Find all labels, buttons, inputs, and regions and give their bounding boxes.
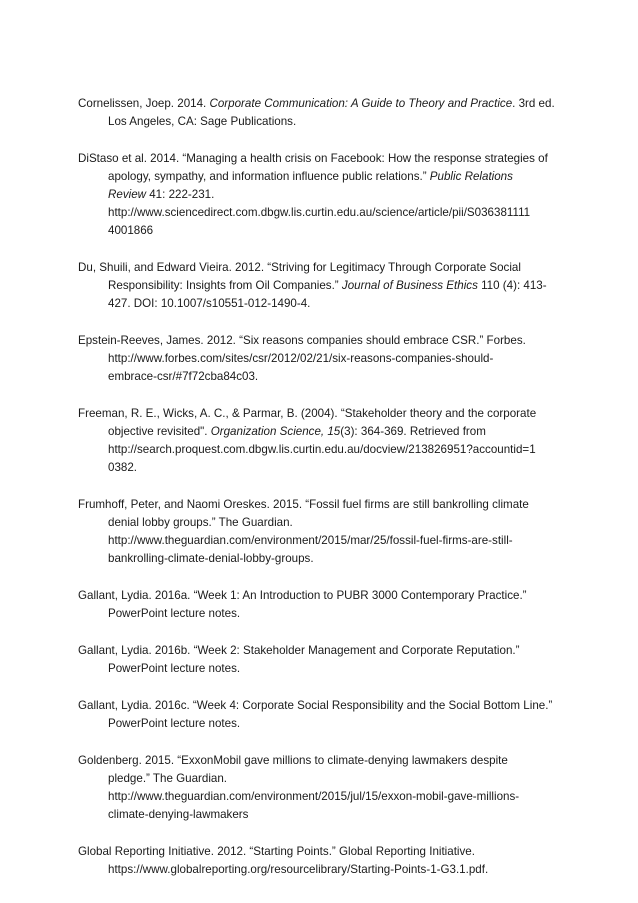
reference-line — [78, 752, 568, 770]
text-segment: https://www.globalreporting.org/resourcelibrary/Starting-Points-1-G3.1.pdf. — [108, 863, 489, 876]
text-segment: DiStaso et al. 2014. “Managing a health crisis on Facebook: How the response strategies of — [78, 152, 548, 165]
reference-line — [78, 204, 568, 222]
text-segment: 110 (4): 413- — [477, 279, 547, 292]
reference-line — [78, 168, 568, 186]
reference-line — [78, 532, 568, 550]
italic-segment: Journal of Business Ethics — [341, 279, 478, 292]
reference-line — [78, 587, 568, 605]
text-segment: 41: 222-231. — [146, 188, 215, 201]
text-segment: http://search.proquest.com.dbgw.lis.curtin.edu.au/docview/213826951?accountid=1 — [108, 443, 536, 456]
text-segment: Du, Shuili, and Edward Vieira. 2012. “Striving for Legitimacy Through Corporate Social — [78, 261, 521, 274]
italic-segment: Organization Science, 15 — [210, 425, 341, 438]
text-segment: Cornelissen, Joep. 2014. — [78, 97, 210, 110]
text-segment: http://www.theguardian.com/environment/2015/jul/15/exxon-mobil-gave-millions- — [108, 790, 520, 803]
reference-line — [78, 277, 568, 295]
text-segment: embrace-csr/#7f72cba84c03. — [108, 370, 259, 383]
text-segment: apology, sympathy, and information influence public relations.” — [108, 170, 430, 183]
reference-line — [78, 186, 568, 204]
text-segment: Goldenberg. 2015. “ExxonMobil gave millions to climate-denying lawmakers despite — [78, 754, 508, 767]
reference-entry — [78, 642, 568, 678]
reference-line — [78, 368, 568, 386]
reference-entry — [78, 843, 568, 879]
text-segment: bankrolling-climate-denial-lobby-groups. — [108, 552, 314, 565]
text-segment: PowerPoint lecture notes. — [108, 717, 241, 730]
reference-line — [78, 843, 568, 861]
reference-line — [78, 788, 568, 806]
reference-line — [78, 660, 568, 678]
reference-line — [78, 459, 568, 477]
text-segment: (3): 364-369. Retrieved from — [340, 425, 486, 438]
reference-line — [78, 332, 568, 350]
reference-entry — [78, 405, 568, 477]
reference-line — [78, 295, 568, 313]
text-segment: 4001866 — [108, 224, 154, 237]
reference-line — [78, 350, 568, 368]
reference-entry — [78, 259, 568, 313]
text-segment: http://www.forbes.com/sites/csr/2012/02/21/six-reasons-companies-should- — [108, 352, 494, 365]
reference-line — [78, 423, 568, 441]
reference-line — [78, 861, 568, 879]
text-segment: Frumhoff, Peter, and Naomi Oreskes. 2015. “Fossil fuel firms are still bankrolling climate — [78, 498, 529, 511]
text-segment: Epstein-Reeves, James. 2012. “Six reasons companies should embrace CSR.” Forbes. — [78, 334, 526, 347]
reference-entry — [78, 496, 568, 568]
reference-line — [78, 514, 568, 532]
reference-entry — [78, 587, 568, 623]
text-segment: PowerPoint lecture notes. — [108, 607, 241, 620]
text-segment: Gallant, Lydia. 2016a. “Week 1: An Introduction to PUBR 3000 Contemporary Practice.” — [78, 589, 527, 602]
reference-line — [78, 95, 568, 113]
text-segment: http://www.theguardian.com/environment/2015/mar/25/fossil-fuel-firms-are-still- — [108, 534, 513, 547]
reference-line — [78, 770, 568, 788]
text-segment: Freeman, R. E., Wicks, A. C., & Parmar, B. (2004). “Stakeholder theory and the corporate — [78, 407, 537, 420]
reference-line — [78, 405, 568, 423]
reference-line — [78, 550, 568, 568]
text-segment: PowerPoint lecture notes. — [108, 662, 241, 675]
text-segment: 427. DOI: 10.1007/s10551-012-1490-4. — [108, 297, 311, 310]
reference-line — [78, 642, 568, 660]
reference-entry — [78, 332, 568, 386]
reference-line — [78, 113, 568, 131]
reference-line — [78, 715, 568, 733]
reference-line — [78, 441, 568, 459]
text-segment: climate-denying-lawmakers — [108, 808, 249, 821]
reference-line — [78, 150, 568, 168]
reference-line — [78, 697, 568, 715]
text-segment: Gallant, Lydia. 2016b. “Week 2: Stakeholder Management and Corporate Reputation.” — [78, 644, 520, 657]
text-segment: . 3rd ed. — [512, 97, 555, 110]
reference-line — [78, 496, 568, 514]
reference-entry — [78, 752, 568, 824]
reference-line — [78, 806, 568, 824]
text-segment: denial lobby groups.” The Guardian. — [108, 516, 293, 529]
reference-line — [78, 259, 568, 277]
text-segment: 0382. — [108, 461, 138, 474]
text-segment: pledge.” The Guardian. — [108, 772, 228, 785]
reference-line — [78, 605, 568, 623]
reference-entry — [78, 150, 568, 240]
reference-entry — [78, 95, 568, 131]
text-segment: Global Reporting Initiative. 2012. “Starting Points.” Global Reporting Initiative. — [78, 845, 475, 858]
reference-line — [78, 222, 568, 240]
reference-list — [78, 95, 568, 879]
text-segment: Los Angeles, CA: Sage Publications. — [108, 115, 297, 128]
text-segment: Responsibility: Insights from Oil Companies.” — [108, 279, 342, 292]
text-segment: http://www.sciencedirect.com.dbgw.lis.curtin.edu.au/science/article/pii/S036381111 — [108, 206, 531, 219]
text-segment: objective revisited". — [108, 425, 211, 438]
italic-segment: Corporate Communication: A Guide to Theory and Practice — [209, 97, 513, 110]
italic-segment: Public Relations — [429, 170, 513, 183]
italic-segment: Review — [108, 188, 147, 201]
reference-entry — [78, 697, 568, 733]
text-segment: Gallant, Lydia. 2016c. “Week 4: Corporate Social Responsibility and the Social Bottom Line.” — [78, 699, 553, 712]
